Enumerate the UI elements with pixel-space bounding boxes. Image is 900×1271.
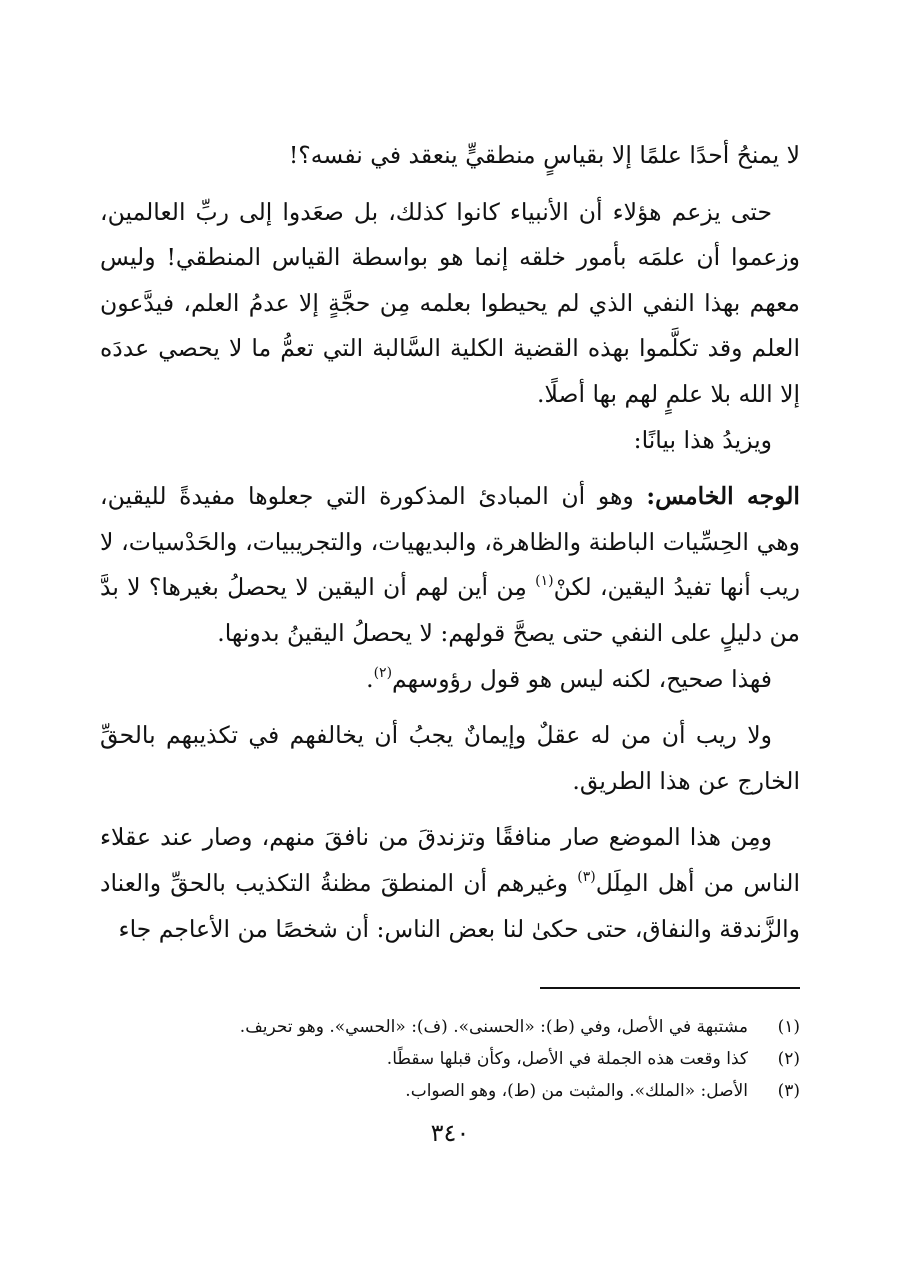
- main-text: [100, 133, 800, 952]
- footnote-text: مشتبهة في الأصل، وفي (ط): «الحسنى». (ف): «الحسي». وهو تحريف.: [239, 1017, 748, 1037]
- section-heading: الوجه الخامس:: [646, 482, 800, 511]
- footnote-divider: [540, 987, 800, 989]
- paragraph-4-text-a: وهو أن المبادئ المذكورة التي جعلوها مفيدةً لليقين، وهي الحِسِّيات الباطنة والظاهرة، والبديهيات، والتجريبيات، والحَدْسيات، لا ريب أنها تفيدُ اليقين، لكنْ: [100, 482, 800, 602]
- paragraph-1: لا يمنحُ أحدًا علمًا إلا بقياسٍ منطقيٍّ ينعقد في نفسه؟!: [288, 141, 800, 169]
- footnote-ref-1: (١): [535, 573, 554, 590]
- paragraph-4: [100, 474, 800, 656]
- paragraph-7: [100, 815, 800, 952]
- footnote-3: [100, 1075, 800, 1107]
- paragraph-7-text-a: ومِن هذا الموضع صار منافقًا وتزندقَ من نافقَ منهم، وصار عند عقلاء الناس من أهل المِلَل: [100, 823, 800, 897]
- paragraph-5: [100, 657, 800, 703]
- footnote-ref-2: (٢): [373, 664, 393, 681]
- footnote-ref-3: (٣): [577, 868, 596, 885]
- footnote-text: الأصل: «الملك». والمثبت من (ط)، وهو الصواب.: [405, 1081, 748, 1101]
- paragraph-7-text-b: وغيرهم أن المنطقَ مظنةُ التكذيب بالحقِّ والعناد والزَّندقة والنفاق، حتى حكىٰ لنا بعض الناس: أن شخصًا من الأعاجم جاء: [100, 868, 800, 943]
- footnote-2: [100, 1043, 800, 1075]
- footnote-1: [100, 1011, 800, 1043]
- paragraph-6: ولا ريب أن من له عقلٌ وإيمانٌ يجبُ أن يخالفهم في تكذيبهم بالحقِّ الخارج عن هذا الطريق.: [100, 721, 800, 795]
- page-number: ٣٤٠: [430, 1119, 470, 1147]
- paragraph-5-text-a: فهذا صحيح، لكنه ليس هو قول رؤوسهم: [392, 664, 772, 693]
- footnote-number: (١): [777, 1017, 800, 1037]
- paragraph-2: حتى يزعم هؤلاء أن الأنبياء كانوا كذلك، بل صعَدوا إلى ربِّ العالمين، وزعموا أن علمَه بأمور خلقه إنما هو بواسطة القياس المنطقي! وليس معهم بهذا النفي الذي لم يحيطوا بعلمه مِن حجَّةٍ إلا عدمُ العلم، فيدَّعون العلم وقد تكلَّموا بهذه القضية الكلية السَّالبة التي تعمُّ ما لا يحصي عددَه إلا الله بلا علمٍ لهم بها أصلًا.: [100, 197, 800, 408]
- footnote-text: كذا وقعت هذه الجملة في الأصل، وكأن قبلها سقطًا.: [386, 1049, 748, 1069]
- paragraph-5-text-b: .: [366, 664, 374, 693]
- footnotes: [100, 1011, 800, 1107]
- footnote-number: (٣): [777, 1081, 800, 1101]
- paragraph-3: ويزيدُ هذا بيانًا:: [633, 425, 772, 454]
- footnote-number: (٢): [777, 1049, 800, 1069]
- paragraph-4-text-b: مِن أين لهم أن اليقين لا يحصلُ بغيرها؟ لا بدَّ من دليلٍ على النفي حتى يصحَّ قولهم: لا يحصلُ اليقينُ بدونها.: [100, 573, 800, 647]
